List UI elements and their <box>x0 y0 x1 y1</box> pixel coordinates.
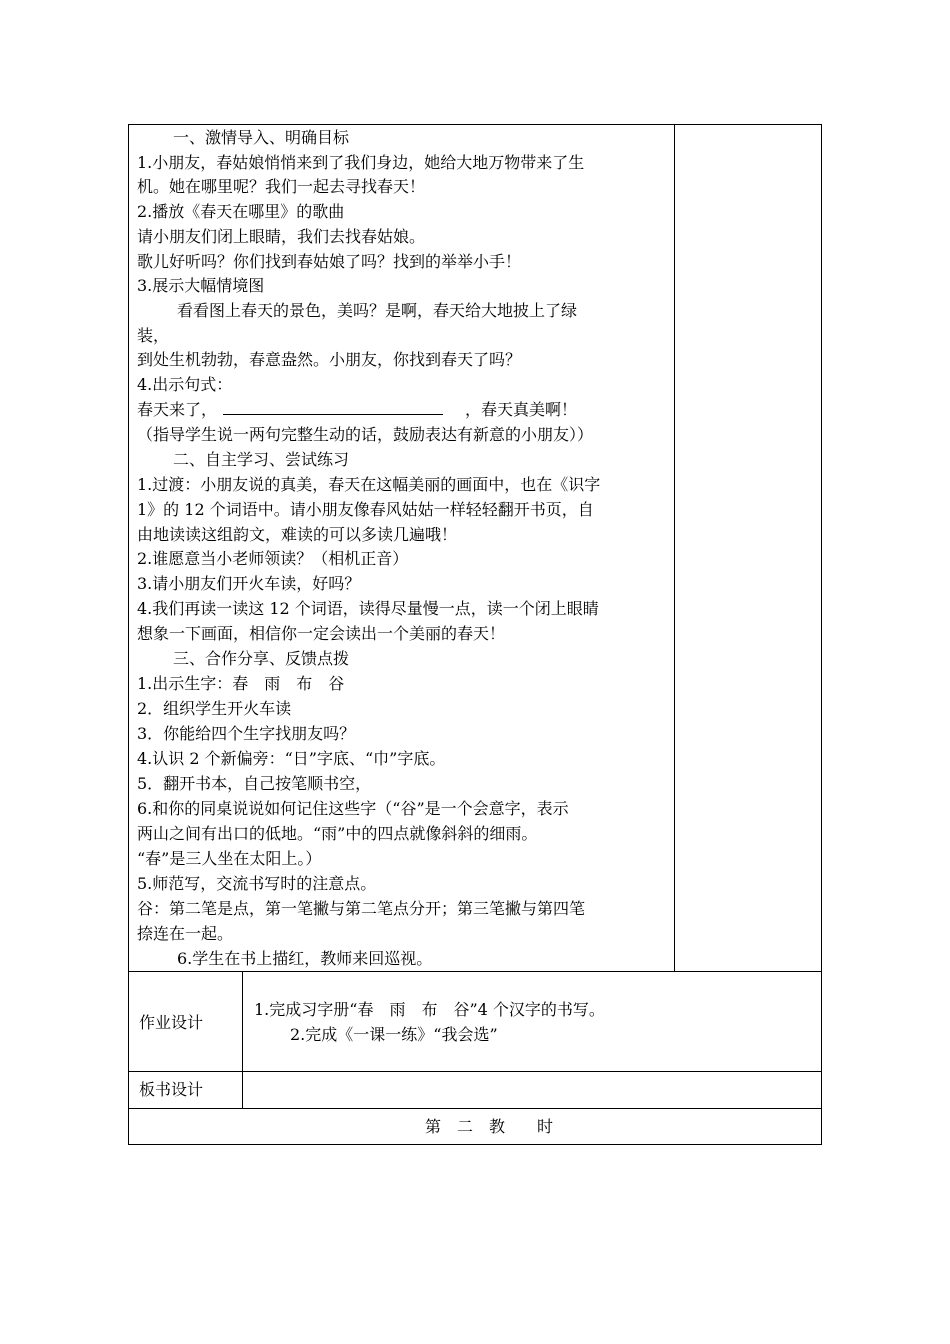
lesson-line: 机。她在哪里呢？我们一起去寻找春天！ <box>137 177 426 196</box>
row-divider-homework <box>128 971 822 972</box>
lesson-line: （指导学生说一两句完整生动的话，鼓励表达有新意的小朋友）） <box>137 425 594 444</box>
sentence-pattern <box>137 398 577 422</box>
lesson-line: 3．你能给四个生字找朋友吗？ <box>137 724 356 743</box>
section-heading-2: 二、自主学习、尝试练习 <box>173 450 350 469</box>
lesson-line: 4.认识 2 个新偏旁：“日”字底、“巾”字底。 <box>137 749 446 768</box>
section-heading-1: 一、激情导入、明确目标 <box>173 128 350 147</box>
lesson-line: 捺连在一起。 <box>137 924 234 943</box>
pattern-start: 春天来了， <box>137 400 218 419</box>
table-border-right <box>821 124 822 1145</box>
footer-title: 第 二 教 时 <box>425 1117 554 1136</box>
homework-line-1: 1.完成习字册“春 雨 布 谷”4 个汉字的书写。 <box>254 1000 605 1019</box>
lesson-line: 请小朋友们闭上眼睛，我们去找春姑娘。 <box>137 227 426 246</box>
lesson-line: 谷：第二笔是点，第一笔撇与第二笔点分开；第三笔撇与第四笔 <box>137 899 586 918</box>
table-border-top <box>128 124 822 125</box>
lesson-line: 6.和你的同桌说说如何记住这些字（“谷”是一个会意字，表示 <box>137 799 569 818</box>
lesson-line: 5．翻开书本，自己按笔顺书空， <box>137 774 372 793</box>
lesson-line: 1》的 12 个词语中。请小朋友像春风姑姑一样轻轻翻开书页，自 <box>137 500 594 519</box>
lesson-line: 装， <box>137 326 170 345</box>
label-column-divider <box>242 971 243 1108</box>
lesson-line: 到处生机勃勃，春意盎然。小朋友，你找到春天了吗？ <box>137 350 522 369</box>
lesson-line: 两山之间有出口的低地。“雨”中的四点就像斜斜的细雨。 <box>137 824 538 843</box>
lesson-line: 5.师范写，交流书写时的注意点。 <box>137 874 377 893</box>
lesson-line: 由地读读这组韵文，难读的可以多读几遍哦！ <box>137 525 458 544</box>
pattern-end: ，春天真美啊！ <box>465 400 578 419</box>
table-border-bottom <box>128 1144 822 1145</box>
lesson-line: 4.出示句式： <box>137 375 233 394</box>
lesson-line: 1.过渡：小朋友说的真美，春天在这幅美丽的画面中，也在《识字 <box>137 475 601 494</box>
lesson-line: 4.我们再读一读这 12 个词语，读得尽量慢一点，读一个闭上眼睛 <box>137 599 599 618</box>
table-border-left <box>128 124 129 1145</box>
lesson-line: 2.谁愿意当小老师领读？（相机正音） <box>137 549 409 568</box>
lesson-line: 1.出示生字：春 雨 布 谷 <box>137 674 345 693</box>
row-divider-board <box>128 1071 822 1072</box>
section-heading-3: 三、合作分享、反馈点拨 <box>173 649 350 668</box>
lesson-line: 3.展示大幅情境图 <box>137 276 265 295</box>
lesson-line: 2.播放《春天在哪里》的歌曲 <box>137 202 345 221</box>
lesson-line: 3.请小朋友们开火车读，好吗？ <box>137 574 361 593</box>
board-label: 板书设计 <box>139 1080 204 1099</box>
lesson-line: 歌儿好听吗？你们找到春姑娘了吗？找到的举举小手！ <box>137 252 522 271</box>
notes-column-divider <box>674 124 675 972</box>
row-divider-footer <box>128 1108 822 1109</box>
fill-blank <box>223 398 443 415</box>
lesson-line: 6.学生在书上描红，教师来回巡视。 <box>177 949 433 968</box>
lesson-line: “春”是三人坐在太阳上。） <box>137 849 322 868</box>
lesson-line: 想象一下画面，相信你一定会读出一个美丽的春天！ <box>137 624 506 643</box>
lesson-line: 1.小朋友，春姑娘悄悄来到了我们身边，她给大地万物带来了生 <box>137 153 585 172</box>
lesson-line: 2．组织学生开火车读 <box>137 699 292 718</box>
lesson-line: 看看图上春天的景色，美吗？是啊，春天给大地披上了绿 <box>177 301 578 320</box>
homework-line-2: 2.完成《一课一练》“我会选” <box>290 1025 498 1044</box>
homework-label: 作业设计 <box>139 1013 204 1032</box>
